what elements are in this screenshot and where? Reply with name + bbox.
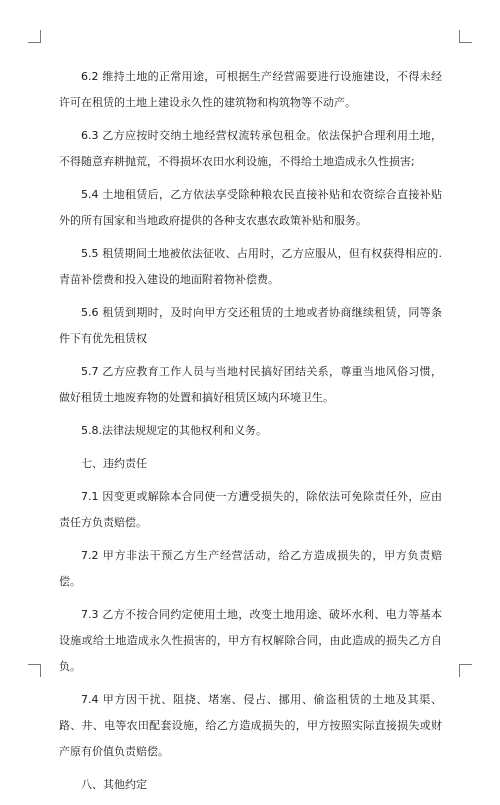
clause-5-8: 5.8.法律法规规定的其他权利和义务。 (81, 424, 267, 437)
section-heading-breach-liability: 七、违约责任 (81, 457, 147, 470)
clause-6-2: 6.2 维持土地的正常用途，可根据生产经营需要进行设施建设，不得未经许可在租赁的土地上建设永久性的建筑物和构筑物等不动产。 (59, 70, 442, 109)
clause-7-1: 7.1 因变更或解除本合同使一方遭受损失的，除依法可免除责任外，应由责任方负责赔偿。 (59, 490, 442, 529)
crop-mark-top-left (28, 30, 41, 43)
clause-5-4: 5.4 土地租赁后，乙方依法享受除种粮农民直接补贴和农资综合直接补贴外的所有国家和当地政府提供的各种支农惠农政策补贴和服务。 (59, 188, 442, 227)
clause-5-7: 5.7 乙方应教育工作人员与当地村民搞好团结关系，尊重当地风俗习惯，做好租赁土地废弃物的处置和搞好租赁区域内环境卫生。 (59, 365, 442, 404)
document-body (59, 64, 442, 805)
clause-7-4: 7.4 甲方因干扰、阻挠、堵塞、侵占、挪用、偷盗租赁的土地及其渠、路、井、电等农田配套设施，给乙方造成损失的，甲方按照实际直接损失或财产原有价值负责赔偿。 (59, 693, 442, 758)
crop-mark-bottom-right (459, 664, 472, 677)
clause-6-3: 6.3 乙方应按时交纳土地经营权流转承包租金。依法保护合理利用土地，不得随意弃耕抛荒，不得损坏农田水利设施，不得给土地造成永久性损害; (59, 129, 442, 168)
section-heading-other-agreements: 八、其他约定 (81, 778, 147, 791)
clause-5-6: 5.6 租赁到期时，及时向甲方交还租赁的土地或者协商继续租赁，同等条件下有优先租赁权 (59, 306, 442, 345)
crop-mark-bottom-left (28, 664, 41, 677)
clause-7-2: 7.2 甲方非法干预乙方生产经营活动，给乙方造成损失的，甲方负责赔偿。 (59, 549, 442, 588)
clause-5-5: 5.5 租赁期间土地被依法征收、占用时，乙方应服从，但有权获得相应的.青苗补偿费和投入建设的地面附着物补偿费。 (59, 247, 442, 286)
clause-7-3: 7.3 乙方不按合同约定使用土地，改变土地用途、破坏水利、电力等基本设施或给土地造成永久性损害的，甲方有权解除合同，由此造成的损失乙方自负。 (59, 608, 442, 673)
crop-mark-top-right (459, 30, 472, 43)
